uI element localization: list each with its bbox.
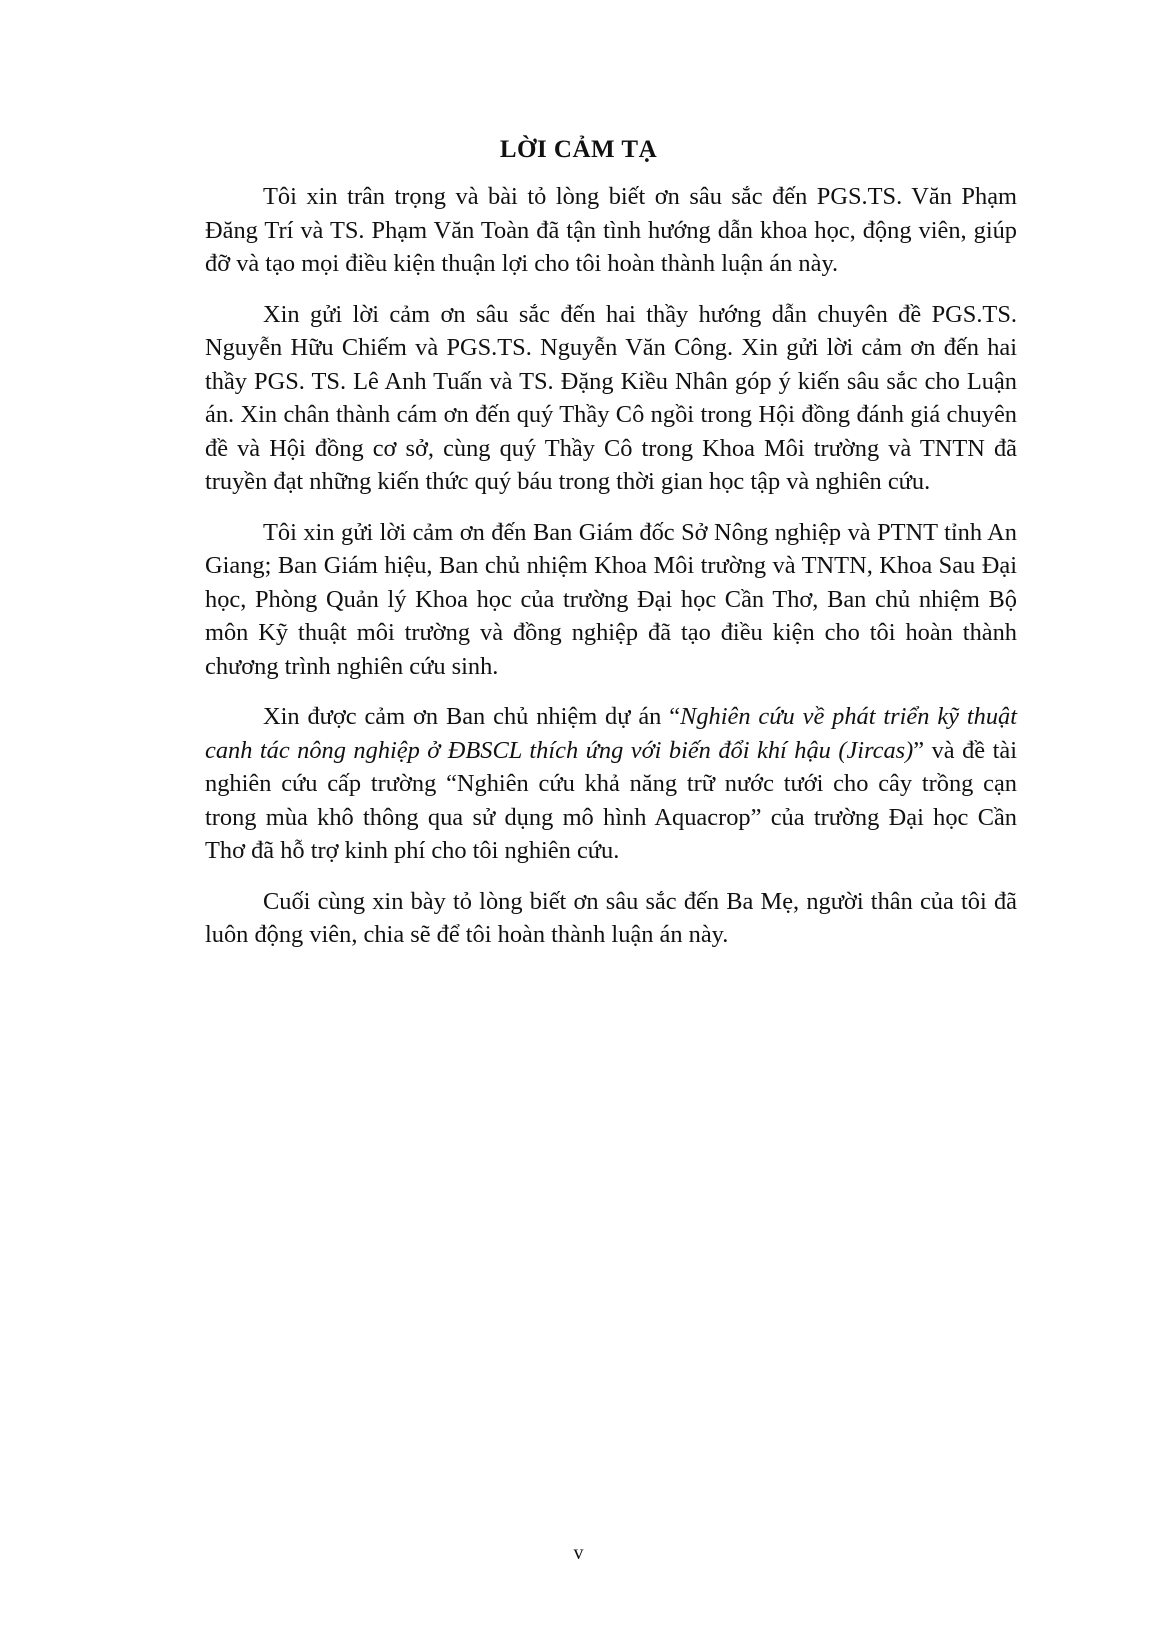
funding-lead-text: Xin được cảm ơn Ban chủ nhiệm dự án “ — [263, 703, 681, 730]
project-title: Nghiên cứu về phát triển kỹ thuật canh tác nông nghiệp ở ĐBSCL thích ứng với biến đổi khí hậu (Jircas) — [205, 703, 1017, 764]
paragraph-advisors: Tôi xin trân trọng và bài tỏ lòng biết ơn sâu sắc đến PGS.TS. Văn Phạm Đăng Trí và TS. Phạm Văn Toàn đã tận tình hướng dẫn khoa học, động viên, giúp đỡ và tạo mọi điều kiện thuận lợi cho tôi hoàn thành luận án này. — [205, 183, 1017, 277]
page-title: LỜI CẢM TẠ — [499, 136, 658, 163]
page-number: v — [573, 1542, 584, 1564]
acknowledgement-body — [205, 180, 1017, 969]
paragraph-family: Cuối cùng xin bày tỏ lòng biết ơn sâu sắc đến Ba Mẹ, người thân của tôi đã luôn động viên, chia sẽ để tôi hoàn thành luận án này. — [205, 887, 1017, 948]
paragraph-committee: Xin gửi lời cảm ơn sâu sắc đến hai thầy hướng dẫn chuyên đề PGS.TS. Nguyễn Hữu Chiếm và PGS.TS. Nguyễn Văn Công. Xin gửi lời cảm ơn đến hai thầy PGS. TS. Lê Anh Tuấn và TS. Đặng Kiều Nhân góp ý kiến sâu sắc cho Luận án. Xin chân thành cám ơn đến quý Thầy Cô ngồi trong Hội đồng đánh giá chuyên đề và Hội đồng cơ sở, cùng quý Thầy Cô trong Khoa Môi trường và TNTN đã truyền đạt những kiến thức quý báu trong thời gian học tập và nghiên cứu. — [205, 300, 1017, 495]
paragraph-funding — [205, 700, 1017, 868]
paragraph-institutions: Tôi xin gửi lời cảm ơn đến Ban Giám đốc Sở Nông nghiệp và PTNT tỉnh An Giang; Ban Giám hiệu, Ban chủ nhiệm Khoa Môi trường và TNTN, Khoa Sau Đại học, Phòng Quản lý Khoa học của trường Đại học Cần Thơ, Ban chủ nhiệm Bộ môn Kỹ thuật môi trường và đồng nghiệp đã tạo điều kiện cho tôi hoàn thành chương trình nghiên cứu sinh. — [205, 518, 1017, 680]
funding-tail-text: ” và đề tài nghiên cứu cấp trường “Nghiên cứu khả năng trữ nước tưới cho cây trồng cạn trong mùa khô thông qua sử dụng mô hình Aquacrop” của trường Đại học Cần Thơ đã hỗ trợ kinh phí cho tôi nghiên cứu. — [205, 736, 1017, 864]
